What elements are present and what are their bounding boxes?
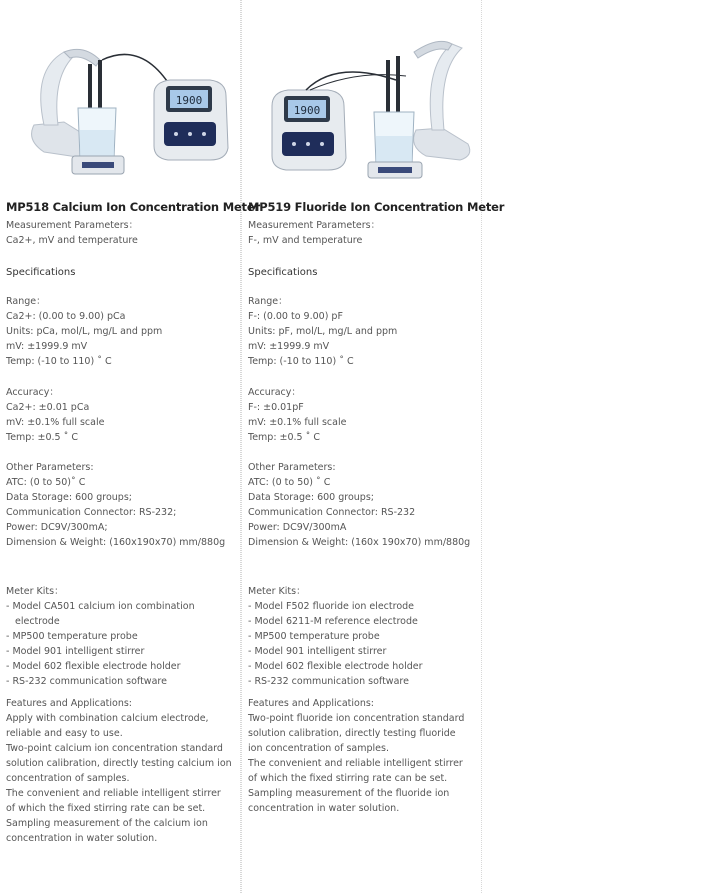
kits-label: Meter Kits： (248, 586, 306, 597)
feature-line: The convenient and reliable intelligent stirrer (248, 758, 463, 769)
kits-label: Meter Kits： (6, 586, 64, 597)
other-parameters-section (6, 460, 238, 550)
product-column-mp519 (241, 0, 505, 893)
other-line: ATC: (0 to 50)˚ C (6, 477, 86, 488)
feature-line: concentration of samples. (6, 773, 130, 784)
kit-item: electrode (15, 616, 60, 627)
accuracy-section (248, 385, 480, 445)
kit-item: - RS-232 communication software (6, 676, 167, 687)
range-line: Temp: (-10 to 110) ˚ C (248, 356, 354, 367)
features-section (6, 696, 238, 846)
specifications-heading: Specifications (248, 267, 318, 278)
accuracy-label: Accuracy： (6, 387, 59, 398)
meter-kits-section (248, 584, 480, 689)
other-label: Other Parameters: (6, 462, 94, 473)
other-line: Data Storage: 600 groups; (6, 492, 132, 503)
other-line: Power: DC9V/300mA (248, 522, 347, 533)
kit-item: - Model 901 intelligent stirrer (248, 646, 387, 657)
measurement-parameters (6, 218, 238, 248)
other-label: Other Parameters: (248, 462, 336, 473)
product-column-mp518 (0, 0, 260, 893)
product-title: MP518 Calcium Ion Concentration Meter (6, 200, 260, 214)
range-line: mV: ±1999.9 mV (6, 341, 88, 352)
other-line: Dimension & Weight: (160x190x70) mm/880g (6, 537, 226, 548)
accuracy-section (6, 385, 238, 445)
kit-item: - MP500 temperature probe (248, 631, 380, 642)
feature-line: Apply with combination calcium electrode, (6, 713, 209, 724)
meter-display-value: 1900 (175, 94, 203, 107)
range-line: Units: pCa, mol/L, mg/L and ppm (6, 326, 163, 337)
features-section (248, 696, 480, 816)
meter-display-value: 1900 (293, 104, 321, 117)
kit-item: - Model 602 flexible electrode holder (248, 661, 423, 672)
measurement-parameters (248, 218, 480, 248)
feature-line: of which the fixed stirring rate can be set. (248, 773, 448, 784)
other-line: Dimension & Weight: (160x 190x70) mm/880g (248, 537, 471, 548)
feature-line: The convenient and reliable intelligent stirrer (6, 788, 221, 799)
feature-line: of which the fixed stirring rate can be set. (6, 803, 206, 814)
feature-line: Two-point fluoride ion concentration standard (248, 713, 465, 724)
range-line: Ca2+: (0.00 to 9.00) pCa (6, 311, 126, 322)
features-label: Features and Applications: (6, 698, 132, 709)
params-value: Ca2+, mV and temperature (6, 235, 138, 246)
specifications-heading: Specifications (6, 267, 76, 278)
kit-item: - Model CA501 calcium ion combination (6, 601, 195, 612)
meter-photo (4, 30, 236, 180)
feature-line: concentration in water solution. (248, 803, 400, 814)
accuracy-line: mV: ±0.1% full scale (248, 417, 347, 428)
accuracy-line: Temp: ±0.5 ˚ C (248, 432, 321, 443)
kit-item: - Model F502 fluoride ion electrode (248, 601, 415, 612)
accuracy-line: Ca2+: ±0.01 pCa (6, 402, 90, 413)
accuracy-label: Accuracy： (248, 387, 301, 398)
feature-line: solution calibration, directly testing calcium ion (6, 758, 232, 769)
product-title: MP519 Fluoride Ion Concentration Meter (248, 200, 505, 214)
range-line: F-: (0.00 to 9.00) pF (248, 311, 343, 322)
other-line: Power: DC9V/300mA; (6, 522, 108, 533)
meter-kits-section (6, 584, 238, 689)
other-parameters-section (248, 460, 480, 550)
feature-line: ion concentration of samples. (248, 743, 389, 754)
features-label: Features and Applications: (248, 698, 374, 709)
kit-item: - RS-232 communication software (248, 676, 409, 687)
range-label: Range： (6, 296, 46, 307)
other-line: Communication Connector: RS-232; (6, 507, 177, 518)
params-label: Measurement Parameters： (248, 220, 381, 231)
accuracy-line: mV: ±0.1% full scale (6, 417, 105, 428)
range-line: mV: ±1999.9 mV (248, 341, 330, 352)
feature-line: concentration in water solution. (6, 833, 158, 844)
feature-line: Two-point calcium ion concentration standard (6, 743, 223, 754)
meter-photo (246, 30, 478, 180)
other-line: Communication Connector: RS-232 (248, 507, 416, 518)
params-value: F-, mV and temperature (248, 235, 363, 246)
kit-item: - Model 6211-M reference electrode (248, 616, 418, 627)
empty-column (482, 0, 720, 893)
range-section (248, 294, 480, 369)
accuracy-line: Temp: ±0.5 ˚ C (6, 432, 79, 443)
range-line: Units: pF, mol/L, mg/L and ppm (248, 326, 398, 337)
kit-item: - Model 901 intelligent stirrer (6, 646, 145, 657)
range-section (6, 294, 238, 369)
range-label: Range： (248, 296, 288, 307)
feature-line: Sampling measurement of the calcium ion (6, 818, 208, 829)
params-label: Measurement Parameters： (6, 220, 139, 231)
feature-line: reliable and easy to use. (6, 728, 123, 739)
kit-item: - MP500 temperature probe (6, 631, 138, 642)
range-line: Temp: (-10 to 110) ˚ C (6, 356, 112, 367)
feature-line: Sampling measurement of the fluoride ion (248, 788, 450, 799)
feature-line: solution calibration, directly testing fluoride (248, 728, 456, 739)
other-line: Data Storage: 600 groups; (248, 492, 374, 503)
kit-item: - Model 602 flexible electrode holder (6, 661, 181, 672)
other-line: ATC: (0 to 50) ˚ C (248, 477, 331, 488)
accuracy-line: F-: ±0.01pF (248, 402, 304, 413)
